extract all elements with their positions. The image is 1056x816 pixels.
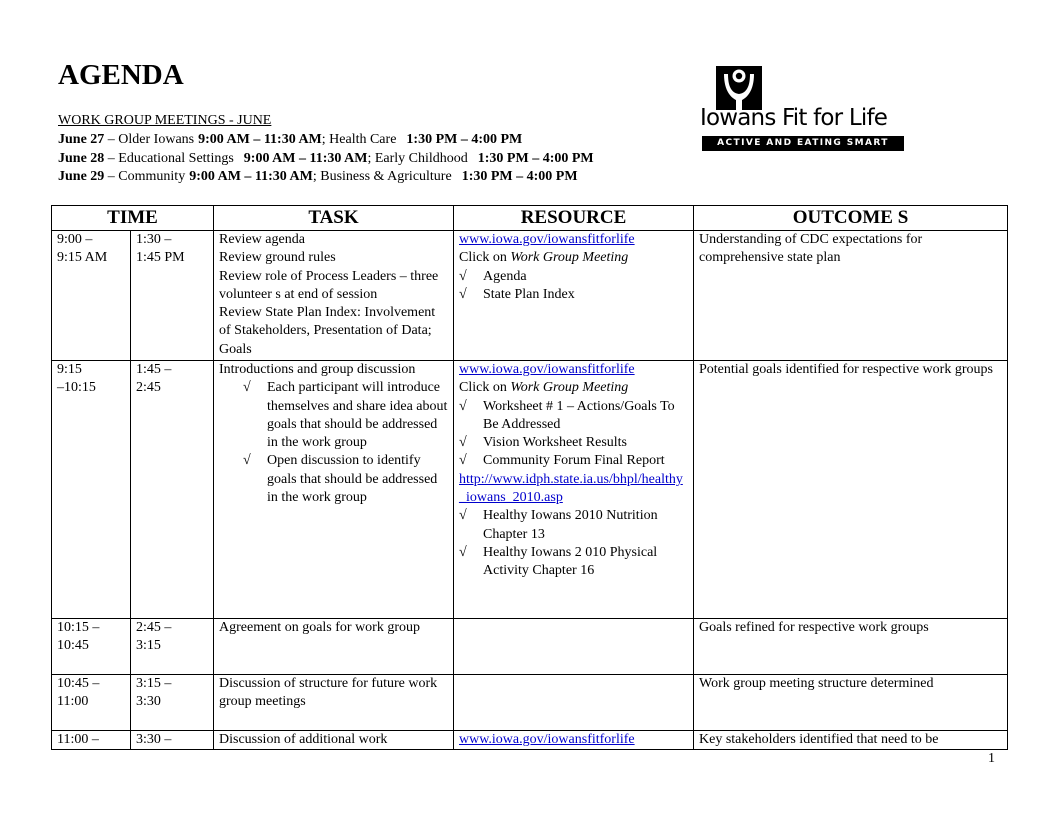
check-icon: √ — [243, 453, 251, 469]
task-line: Review role of Process Leaders – three volunteer s at end of session — [219, 268, 439, 302]
resource-item: √ Agenda — [459, 268, 689, 286]
time-am-cell: 9:00 – 9:15 AM — [52, 231, 131, 361]
resource-cell — [454, 619, 694, 675]
time-am-cell: 11:00 – — [52, 731, 131, 750]
click-target: Work Group Meeting — [510, 380, 629, 396]
schedule-time: 1:30 PM – 4:00 PM — [406, 132, 523, 147]
task-item: √ Open discussion to identify goals that should be addressed in the work group — [243, 452, 449, 507]
resource-link[interactable]: www.iowa.gov/iowansfitforlife — [459, 232, 635, 247]
task-line: Review agenda — [219, 232, 305, 247]
task-cell: Discussion of additional work — [214, 731, 454, 750]
agenda-table — [51, 205, 1008, 750]
iowans-fit-for-life-logo — [700, 62, 906, 154]
task-cell — [214, 361, 454, 619]
header-time: TIME — [52, 206, 214, 231]
logo-tagline: ACTIVE AND EATING SMART — [702, 136, 904, 151]
time-pm-cell: 3:30 – — [131, 731, 214, 750]
check-icon: √ — [459, 268, 467, 284]
resource-cell — [454, 675, 694, 731]
resource-cell — [454, 731, 694, 750]
resource-link[interactable]: www.iowa.gov/iowansfitforlife — [459, 362, 635, 377]
table-row — [52, 361, 1008, 619]
header-outcomes: OUTCOME S — [694, 206, 1008, 231]
click-target: Work Group Meeting — [510, 250, 629, 266]
check-icon: √ — [459, 286, 467, 302]
schedule-time: 1:30 PM – 4:00 PM — [477, 151, 594, 166]
resource-item: √ Healthy Iowans 2 010 Physical Activity Chapter 16 — [459, 544, 689, 581]
header-task: TASK — [214, 206, 454, 231]
time-pm-cell: 3:15 – 3:30 — [131, 675, 214, 731]
task-line: Review ground rules — [219, 250, 336, 266]
time-pm-cell: 1:45 – 2:45 — [131, 361, 214, 619]
schedule-group: Business & Agriculture — [320, 169, 452, 184]
outcome-cell: Work group meeting structure determined — [694, 675, 1008, 731]
task-line: Review State Plan Index: Involvement of Stakeholders, Presentation of Data; Goals — [219, 305, 436, 357]
resource-cell — [454, 361, 694, 619]
check-icon: √ — [459, 544, 467, 560]
task-cell — [214, 231, 454, 361]
schedule-date: June 29 — [58, 169, 105, 184]
page-number: 1 — [988, 751, 995, 766]
schedule-line-1: June 27 – Older Iowans 9:00 AM – 11:30 AM; Health Care 1:30 PM – 4:00 PM — [58, 132, 523, 147]
schedule-time: 9:00 AM – 11:30 AM — [189, 169, 313, 184]
check-icon: √ — [243, 380, 251, 396]
time-am-cell: 9:15 –10:15 — [52, 361, 131, 619]
schedule-date: June 27 — [58, 132, 105, 147]
schedule-group: Early Childhood — [374, 151, 468, 166]
task-line: Introductions and group discussion — [219, 362, 416, 377]
table-row — [52, 731, 1008, 750]
schedule-line-3: June 29 – Community 9:00 AM – 11:30 AM; Business & Agriculture 1:30 PM – 4:00 PM — [58, 169, 578, 184]
time-am-cell: 10:15 – 10:45 — [52, 619, 131, 675]
page-title: AGENDA — [58, 59, 184, 91]
outcome-cell: Goals refined for respective work groups — [694, 619, 1008, 675]
check-icon: √ — [459, 453, 467, 469]
schedule-time: 9:00 AM – 11:30 AM — [198, 132, 322, 147]
resource-item: √ Worksheet # 1 – Actions/Goals To Be Addressed — [459, 398, 689, 435]
table-header-row — [52, 206, 1008, 231]
schedule-time: 1:30 PM – 4:00 PM — [461, 169, 578, 184]
schedule-group: Educational Settings — [118, 151, 234, 166]
table-row — [52, 231, 1008, 361]
schedule-group: Older Iowans — [118, 132, 195, 147]
schedule-group: Community — [118, 169, 186, 184]
task-cell: Discussion of structure for future work group meetings — [214, 675, 454, 731]
schedule-time: 9:00 AM – 11:30 AM — [243, 151, 368, 166]
time-am-cell: 10:45 – 11:00 — [52, 675, 131, 731]
schedule-line-2: June 28 – Educational Settings 9:00 AM – 11:30 AM; Early Childhood 1:30 PM – 4:00 PM — [58, 151, 594, 166]
header-resource: RESOURCE — [454, 206, 694, 231]
resource-item: √ Vision Worksheet Results — [459, 434, 689, 452]
click-prefix: Click on — [459, 250, 507, 266]
task-item: √ Each participant will introduce themselves and share idea about goals that should be addressed in the work group — [243, 379, 449, 452]
resource-item: √ State Plan Index — [459, 286, 689, 304]
resource-cell — [454, 231, 694, 361]
outcome-cell: Potential goals identified for respective work groups — [694, 361, 1008, 619]
resource-link[interactable]: www.iowa.gov/iowansfitforlife — [459, 732, 635, 747]
resource-link[interactable]: http://www.idph.state.ia.us/bhpl/healthy_iowans_2010.asp — [459, 471, 683, 506]
schedule-group: Health Care — [329, 132, 397, 147]
time-pm-cell: 2:45 – 3:15 — [131, 619, 214, 675]
time-pm-cell: 1:30 – 1:45 PM — [131, 231, 214, 361]
table-row — [52, 675, 1008, 731]
resource-item: √ Community Forum Final Report — [459, 452, 689, 470]
meetings-subtitle: WORK GROUP MEETINGS - JUNE — [58, 113, 272, 128]
check-icon: √ — [459, 508, 467, 524]
table-row — [52, 619, 1008, 675]
click-prefix: Click on — [459, 380, 507, 396]
resource-item: √ Healthy Iowans 2010 Nutrition Chapter 13 — [459, 507, 689, 544]
logo-wordmark: Iowans Fit for Life — [700, 105, 888, 131]
check-icon: √ — [459, 398, 467, 414]
schedule-date: June 28 — [58, 151, 105, 166]
task-cell: Agreement on goals for work group — [214, 619, 454, 675]
outcome-cell: Key stakeholders identified that need to be — [694, 731, 1008, 750]
outcome-cell: Understanding of CDC expectations for comprehensive state plan — [694, 231, 1008, 361]
check-icon: √ — [459, 435, 467, 451]
